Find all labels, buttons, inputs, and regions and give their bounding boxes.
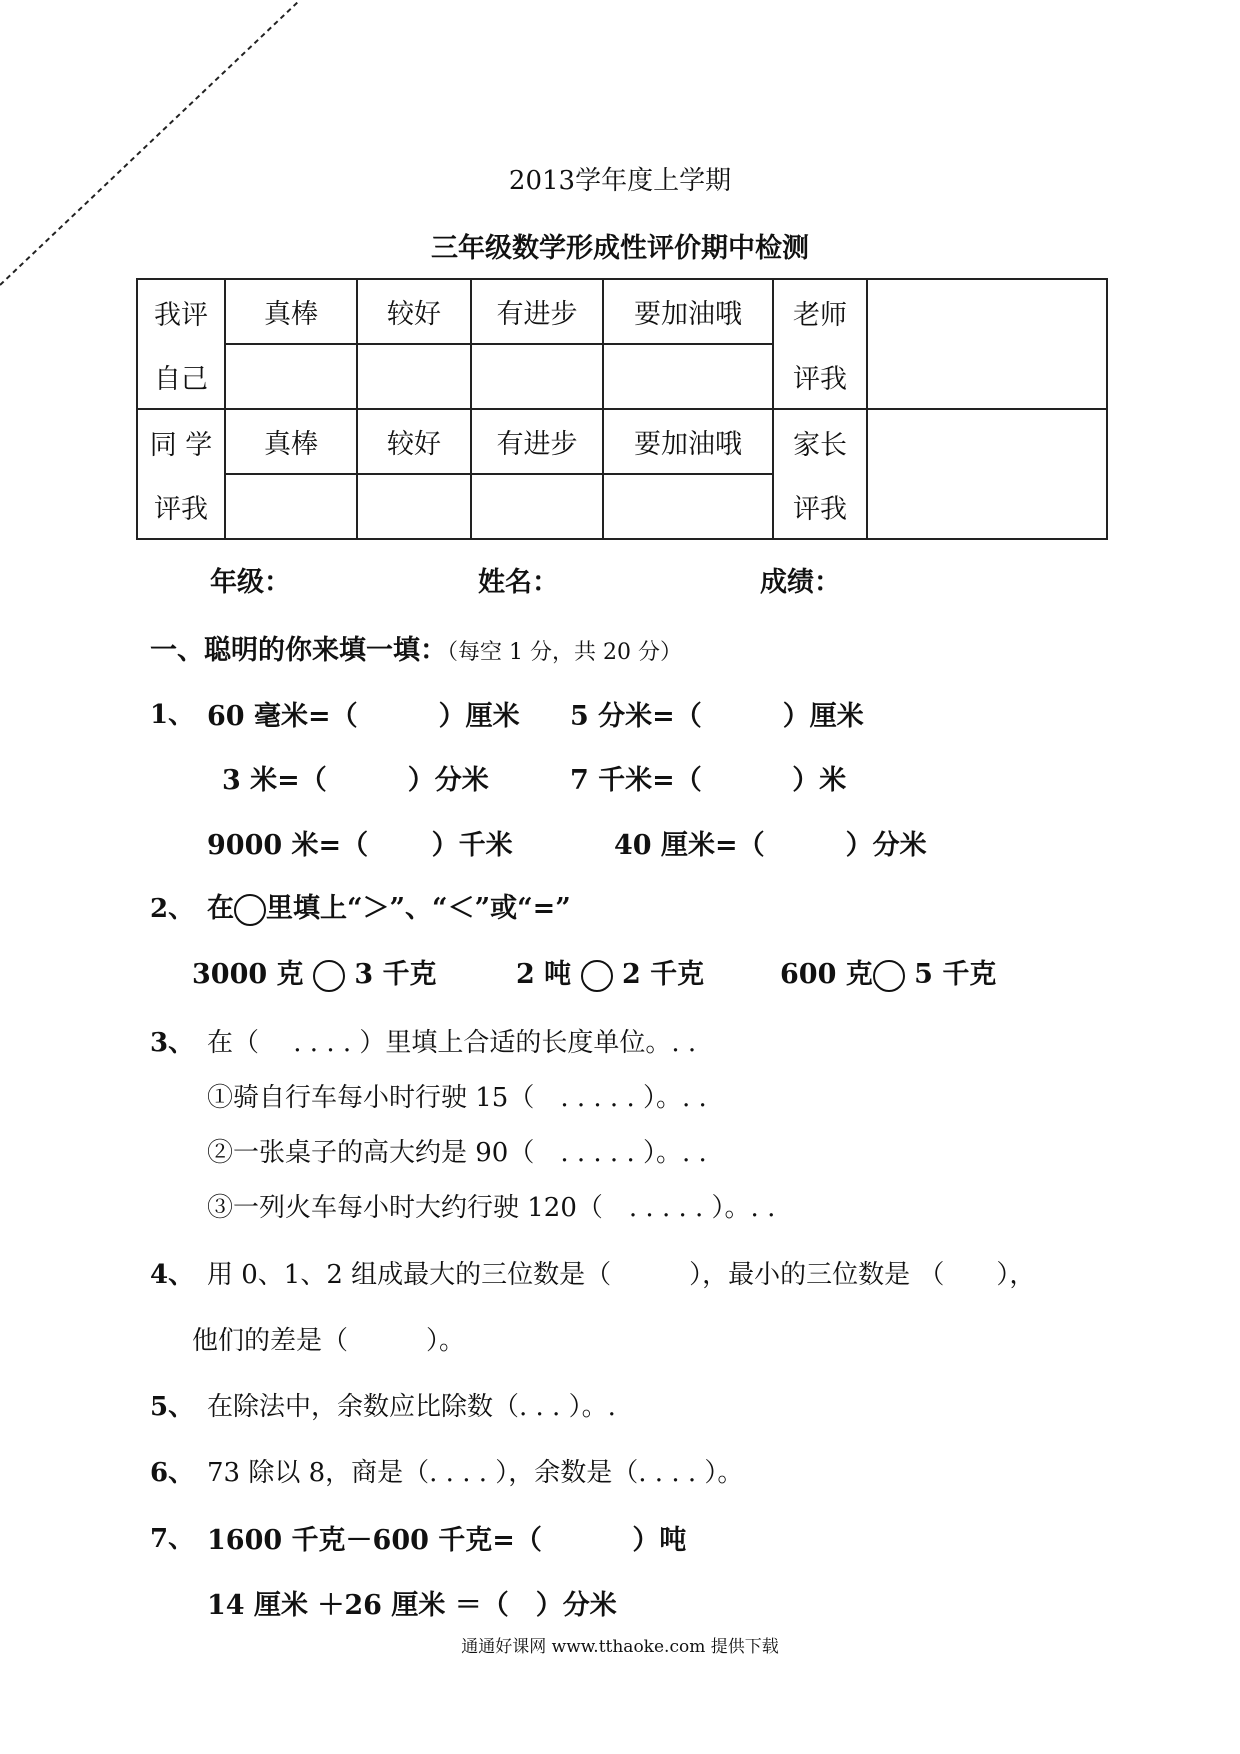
teacher-eval-label: 老师 评我 — [773, 279, 867, 409]
peer-eval-box[interactable] — [357, 474, 471, 539]
grade-label: 真棒 — [225, 279, 357, 344]
q3-item-2: ②一张桌子的高大约是 90（ . . . . . ）。. . — [207, 1138, 707, 1168]
question-number: 1、 — [150, 700, 195, 730]
question-number: 7、 — [150, 1524, 195, 1554]
q2-instruction: 在 里填上“＞”、“＜”或“=” — [207, 893, 571, 924]
peer-eval-box[interactable] — [471, 474, 603, 539]
q7-item-b: 14 厘米 ＋26 厘米 ＝（ ）分米 — [207, 1590, 617, 1621]
grade-field-label: 年级： — [210, 567, 291, 598]
grade-label: 真棒 — [225, 409, 357, 474]
question-number: 2、 — [150, 894, 195, 924]
q1-item-e: 9000 米=（ ）千米 — [207, 830, 513, 861]
peer-eval-box[interactable] — [225, 474, 357, 539]
q3-item-1: ①骑自行车每小时行驶 15（ . . . . . ）。. . — [207, 1083, 707, 1113]
q3-item-3: ③一列火车每小时大约行驶 120（ . . . . . ）。. . — [207, 1193, 776, 1223]
parent-eval-label: 家长 评我 — [773, 409, 867, 539]
compare-circle-c[interactable] — [873, 960, 905, 992]
section-one-note: （每空 1 分，共 20 分） — [447, 640, 682, 665]
self-eval-box[interactable] — [357, 344, 471, 409]
evaluation-table — [136, 278, 1108, 540]
q1-item-f: 40 厘米=（ ）分米 — [614, 830, 927, 861]
q1-item-a: 60 毫米=（ ）厘米 — [207, 701, 520, 732]
circle-icon — [234, 894, 266, 926]
q1-item-c: 3 米=（ ）分米 — [222, 765, 489, 796]
question-number: 4、 — [150, 1260, 195, 1290]
grade-label: 有进步 — [471, 409, 603, 474]
self-eval-box[interactable] — [471, 344, 603, 409]
question-number: 6、 — [150, 1458, 195, 1488]
self-eval-box[interactable] — [603, 344, 773, 409]
q5-text: 在除法中，余数应比除数（. . . ）。. — [207, 1392, 616, 1422]
q2-item-b: 2 吨 2 千克 — [516, 959, 705, 990]
section-one-title: 一、聪明的你来填一填： — [150, 635, 447, 666]
peer-eval-label: 同 学 评我 — [137, 409, 225, 539]
question-number: 3、 — [150, 1028, 195, 1058]
q6-text: 73 除以 8，商是（. . . . ），余数是（. . . . ）。 — [207, 1458, 744, 1488]
q2-item-a: 3000 克 3 千克 — [192, 959, 437, 990]
grade-label: 较好 — [357, 279, 471, 344]
grade-label: 要加油哦 — [603, 409, 773, 474]
q4-line-1: 用 0、1、2 组成最大的三位数是（ ），最小的三位数是 （ ）， — [207, 1260, 1036, 1290]
grade-label: 较好 — [357, 409, 471, 474]
page-title-exam: 三年级数学形成性评价期中检测 — [431, 233, 809, 264]
q7-item-a: 1600 千克－600 千克=（ ）吨 — [207, 1525, 687, 1556]
q3-instruction: 在（ . . . . ）里填上合适的长度单位。. . — [207, 1028, 697, 1058]
footer-source-note: 通通好课网 www.tthaoke.com 提供下载 — [461, 1637, 779, 1657]
grade-label: 有进步 — [471, 279, 603, 344]
name-field-label: 姓名： — [478, 567, 559, 598]
teacher-eval-box[interactable] — [867, 279, 1107, 409]
score-field-label: 成绩： — [760, 567, 841, 598]
q1-item-d: 7 千米=（ ）米 — [570, 765, 847, 796]
q1-item-b: 5 分米=（ ）厘米 — [570, 701, 864, 732]
q2-item-c: 600 克 5 千克 — [780, 959, 997, 990]
parent-eval-box[interactable] — [867, 409, 1107, 539]
section-one-heading — [150, 628, 682, 667]
peer-eval-box[interactable] — [603, 474, 773, 539]
self-eval-box[interactable] — [225, 344, 357, 409]
compare-circle-b[interactable] — [581, 960, 613, 992]
question-number: 5、 — [150, 1392, 195, 1422]
page-title-year: 2013学年度上学期 — [508, 166, 732, 196]
q4-line-2: 他们的差是（ ）。 — [192, 1326, 466, 1356]
grade-label: 要加油哦 — [603, 279, 773, 344]
self-eval-label: 我评 自己 — [137, 279, 225, 409]
compare-circle-a[interactable] — [313, 960, 345, 992]
